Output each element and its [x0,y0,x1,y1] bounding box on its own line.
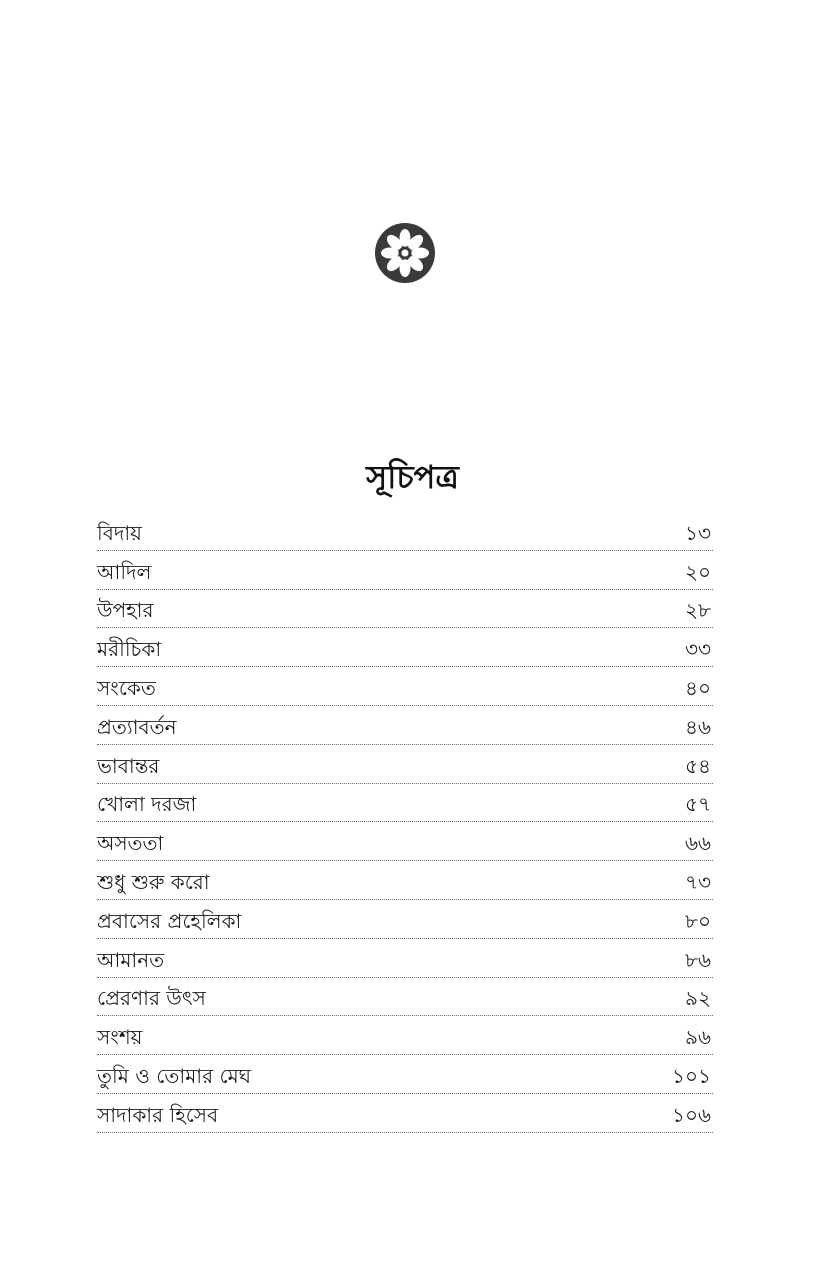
toc-entry-title: খোলা দরজা [97,792,197,817]
toc-entry-title: সাদাকার হিসেব [97,1102,219,1127]
toc-entry-page: ৭৩ [684,869,711,894]
toc-entry-title: আমানত [97,947,165,972]
toc-entry-page: ৯৬ [685,1025,711,1050]
toc-entry-title: উপহার [97,598,154,623]
toc-entry[interactable] [97,939,713,978]
toc-entry-page: ২০ [684,559,711,584]
toc-entry-page: ১০১ [672,1063,711,1088]
toc-entry[interactable] [97,900,713,939]
toc-entry-page: ৩৩ [684,637,711,662]
toc-entry-title: প্রত্যাবর্তন [97,714,177,739]
toc-entry-title: মরীচিকা [97,637,162,662]
toc-entry[interactable] [97,667,713,706]
toc-entry-page: ১৩ [685,520,711,545]
toc-entry-title: শুধু শুরু করো [97,869,210,894]
toc-entry-page: ১০৬ [672,1102,711,1127]
toc-entry[interactable] [97,822,713,861]
toc-entry-title: বিদায় [97,520,142,545]
toc-entry[interactable] [97,784,713,823]
page-title: সূচিপত্র [366,458,459,497]
toc-entry-page: ২৮ [685,598,711,623]
toc-entry-page: ৮০ [685,908,711,933]
toc-entry-title: প্রেরণার উৎস [97,986,206,1011]
toc-entry[interactable] [97,706,713,745]
toc-entry[interactable] [97,590,713,629]
toc-entry-page: ৫৭ [685,792,711,817]
toc-entry-page: ৪০ [685,675,711,700]
toc-entry[interactable] [97,551,713,590]
flower-ornament-icon [374,222,436,284]
toc-entry-title: সংকেত [97,675,156,700]
toc-entry-title: অসততা [97,831,164,856]
toc-entry[interactable] [97,978,713,1017]
toc-entry[interactable] [97,1094,713,1133]
toc-entry-page: ৫৪ [685,753,711,778]
toc-entry-page: ৪৬ [685,714,711,739]
toc-entry[interactable] [97,1016,713,1055]
toc-entry-title: ভাবান্তর [97,753,160,778]
toc-entry[interactable] [97,628,713,667]
toc-entry-page: ৬৬ [684,831,711,856]
toc-entry[interactable] [97,512,713,551]
toc-entry-title: সংশয় [97,1025,143,1050]
toc-entry-page: ৮৬ [685,947,711,972]
toc-entry-title: প্রবাসের প্রহেলিকা [97,908,242,933]
toc-entry-title: তুমি ও তোমার মেঘ [97,1063,252,1088]
toc-entry[interactable] [97,745,713,784]
toc-entry[interactable] [97,1055,713,1094]
toc-entry-page: ৯২ [685,986,711,1011]
table-of-contents [97,512,713,1133]
toc-entry-title: আদিল [97,559,152,584]
toc-entry[interactable] [97,861,713,900]
